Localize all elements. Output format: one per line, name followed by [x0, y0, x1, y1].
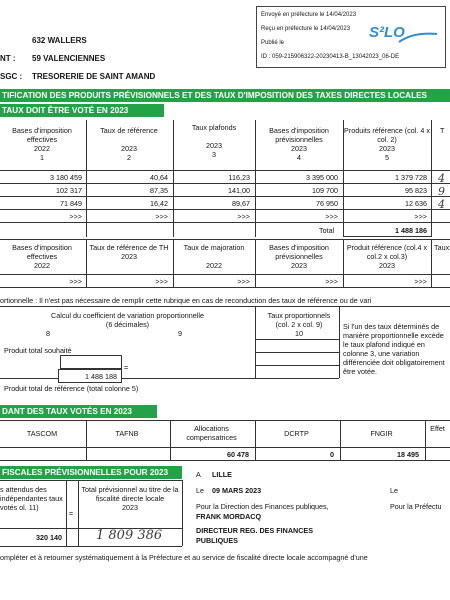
- s2-col-bases-previsionnelles: Bases d'imposition prévisionnelles 2023: [269, 243, 329, 270]
- col-produits-reference: Produits référence (col. 4 x col. 2) 2023 5: [344, 126, 430, 162]
- table-cell: >>>: [414, 212, 427, 221]
- total-label: Total: [319, 226, 335, 235]
- grid-line: [255, 365, 339, 366]
- ressource-header: FNGIR: [370, 429, 393, 438]
- grid-line: [431, 239, 432, 287]
- ressource-header: Allocations compensatrices: [186, 424, 237, 442]
- grid-line: [0, 196, 450, 197]
- grid-line: [0, 274, 450, 275]
- le-label: Le: [390, 486, 398, 495]
- s2-col-majoration: Taux de majoration 2022: [183, 243, 245, 270]
- col8-label: 8: [46, 329, 50, 338]
- place-label: A: [196, 470, 201, 479]
- grid-line: [425, 420, 426, 460]
- produit-souhaite-label: Produit total souhaité: [4, 346, 72, 355]
- rates-title: Taux proportionnels: [267, 311, 331, 320]
- col9-label: 9: [178, 329, 182, 338]
- sgc-value: TRESORERIE DE SAINT AMAND: [32, 72, 156, 81]
- table-cell: 95 823: [405, 186, 427, 195]
- grid-line: [0, 447, 450, 448]
- calc-coef-title: Calcul du coefficient de variation proportionnelle: [51, 311, 204, 320]
- ressource-header: TAFNB: [115, 429, 139, 438]
- grid-line: [339, 306, 340, 378]
- table-cell: >>>: [155, 277, 168, 286]
- recettes-attendues-label: s attendus des indépendantes taux votés ol. 11): [0, 485, 63, 512]
- col-taux-reference: Taux de référence 2023 2: [100, 126, 158, 162]
- reference-value: 1 488 188: [85, 372, 117, 381]
- stamp-received: Reçu en préfecture le 14/04/2023: [261, 26, 351, 32]
- grid-line: [0, 170, 450, 171]
- handwritten-rate: 4: [438, 198, 445, 211]
- section1-title-bar: TIFICATION DES PRODUITS PRÉVISIONNELS ET DES TAUX D'IMPOSITION DES TAXES DIRECTES LOCALES: [0, 89, 450, 102]
- sgc-label: SGC :: [0, 72, 23, 81]
- s2-col-produit-reference: Produit référence (col.4 x col.2 x col.3) 2023: [346, 243, 428, 270]
- ressource-value: 18 495: [397, 450, 419, 459]
- grid-line: [0, 306, 450, 307]
- grid-line: [0, 239, 450, 240]
- ressource-value: 60 478: [227, 450, 249, 459]
- grid-line: [0, 420, 450, 421]
- pour-prefecture: Pour la Préfectu: [390, 502, 442, 511]
- grid-line: [66, 480, 67, 546]
- total-value: 1 488 186: [395, 226, 427, 235]
- table-cell: >>>: [69, 277, 82, 286]
- table-cell: >>>: [325, 277, 338, 286]
- table-cell: >>>: [237, 277, 250, 286]
- equals-sign: =: [124, 363, 129, 372]
- table-cell: >>>: [237, 212, 250, 221]
- table-cell: 87,35: [150, 186, 168, 195]
- ressource-header: TASCOM: [26, 429, 58, 438]
- grid-line: [255, 352, 339, 353]
- footer-note: ompléter et à retourner systématiquement à la Préfecture et au service de fiscalité directe locale accompagné d'une: [0, 553, 368, 562]
- grid-line: [255, 339, 339, 340]
- grid-line: [170, 420, 171, 460]
- grid-line: [431, 120, 432, 237]
- table-cell: 71 849: [60, 199, 82, 208]
- grid-line: [182, 480, 183, 546]
- col-bases-effectives: Bases d'imposition effectives 2022 1: [12, 126, 72, 162]
- s2-col-taux-th: Taux de référence de TH 2023: [89, 243, 169, 261]
- slo-logo: S²LO: [369, 24, 405, 41]
- signatory-title: DIRECTEUR REG. DES FINANCES PUBLIQUES: [196, 526, 314, 545]
- s2-col-bases-effectives: Bases d'imposition effectives 2022: [12, 243, 72, 270]
- table-cell: >>>: [414, 277, 427, 286]
- col-bases-previsionnelles: Bases d'imposition prévisionnelles 2023 4: [269, 126, 329, 162]
- table-cell: >>>: [325, 212, 338, 221]
- slo-swoosh-icon: [397, 30, 439, 46]
- grid-line: [0, 378, 255, 379]
- prefecture-stamp: [256, 6, 446, 68]
- rates-sub: (col. 2 x col. 9): [275, 320, 323, 329]
- grid-line: [255, 306, 256, 378]
- table-cell: >>>: [155, 212, 168, 221]
- grid-line: [0, 460, 450, 461]
- handwritten-rate: 9: [438, 185, 445, 198]
- handwritten-rate: 4: [438, 172, 445, 185]
- grid-line: [86, 420, 87, 460]
- grid-line: [0, 209, 450, 210]
- produit-souhaite-field[interactable]: [60, 355, 122, 369]
- stamp-sent: Envoyé en préfecture le 14/04/2023: [261, 12, 357, 18]
- grid-line: [0, 546, 182, 547]
- section4-bar: DANT DES TAUX VOTÉS EN 2023: [0, 405, 157, 418]
- table-cell: 89,67: [232, 199, 250, 208]
- grid-line: [343, 236, 431, 237]
- total-previsionnel-handwritten: 1 809 386: [96, 528, 163, 543]
- reference-value-field[interactable]: [58, 369, 122, 383]
- total-previsionnel-label: Total prévisionnel au titre de la fiscalité directe locale 2023: [81, 485, 179, 512]
- grid-line: [0, 183, 450, 184]
- recettes-value: 320 140: [36, 533, 62, 542]
- table-cell: >>>: [69, 212, 82, 221]
- grid-line: [0, 222, 450, 223]
- grid-line: [0, 480, 182, 481]
- date-value: 09 MARS 2023: [212, 486, 262, 495]
- grid-line: [340, 420, 341, 460]
- grid-line: [0, 287, 450, 288]
- proportional-note: ortionnelle : Il n'est pas nécessaire de remplir cette rubrique en cas de reconduction des taux de référence ou de vari: [0, 296, 372, 305]
- table-cell: 3 395 000: [306, 173, 338, 182]
- stamp-published: Publié le: [261, 40, 285, 46]
- table-cell: 109 700: [312, 186, 338, 195]
- date-label: Le: [196, 486, 204, 495]
- ressource-value: 0: [330, 450, 334, 459]
- table-cell: 1 379 728: [395, 173, 427, 182]
- col10-label: 10: [295, 329, 303, 338]
- ressource-header: Effet: [430, 424, 445, 433]
- table-cell: 116,23: [228, 173, 250, 182]
- col-taux-plafonds: Taux plafonds 2023 3: [191, 123, 237, 159]
- grid-line: [255, 378, 339, 379]
- grid-line: [78, 480, 79, 546]
- stamp-id: ID : 059-215906322-20230413-B_13042023_06-DE: [261, 54, 400, 60]
- table-cell: 102 317: [56, 186, 82, 195]
- variation-side-note: Si l'un des taux déterminés de manière proportionnelle excède le taux plafond indiqué en colonne 3, une variation différenciée doit obligatoirement être votée.: [343, 322, 445, 376]
- dept-value: 59 VALENCIENNES: [32, 54, 106, 63]
- dept-label: NT :: [0, 54, 16, 63]
- table-cell: 3 180 459: [50, 173, 82, 182]
- for-direction: Pour la Direction des Finances publiques,: [196, 502, 329, 511]
- calc-coef-sub: (6 décimales): [105, 320, 150, 329]
- grid-line: [255, 420, 256, 460]
- table-cell: 40,64: [150, 173, 168, 182]
- table-cell: 12 636: [405, 199, 427, 208]
- equals-sign-2: =: [68, 509, 74, 518]
- signatory-name: FRANK MORDACQ: [196, 512, 262, 521]
- s2-col-taux: Taux: [434, 243, 450, 252]
- commune-name: 632 WALLERS: [32, 36, 87, 45]
- table-cell: 16,42: [150, 199, 168, 208]
- place-value: LILLE: [212, 470, 232, 479]
- section1-sub-bar: TAUX DOIT ÊTRE VOTÉ EN 2023: [0, 104, 164, 117]
- produit-reference-label: Produit total de référence (total colonne 5): [4, 384, 139, 393]
- ressource-header: DCRTP: [284, 429, 309, 438]
- table-cell: 141,00: [228, 186, 250, 195]
- table-cell: 76 950: [316, 199, 338, 208]
- col-taux-voted: T: [440, 126, 445, 135]
- section5-bar: FISCALES PRÉVISIONNELLES POUR 2023: [0, 466, 182, 479]
